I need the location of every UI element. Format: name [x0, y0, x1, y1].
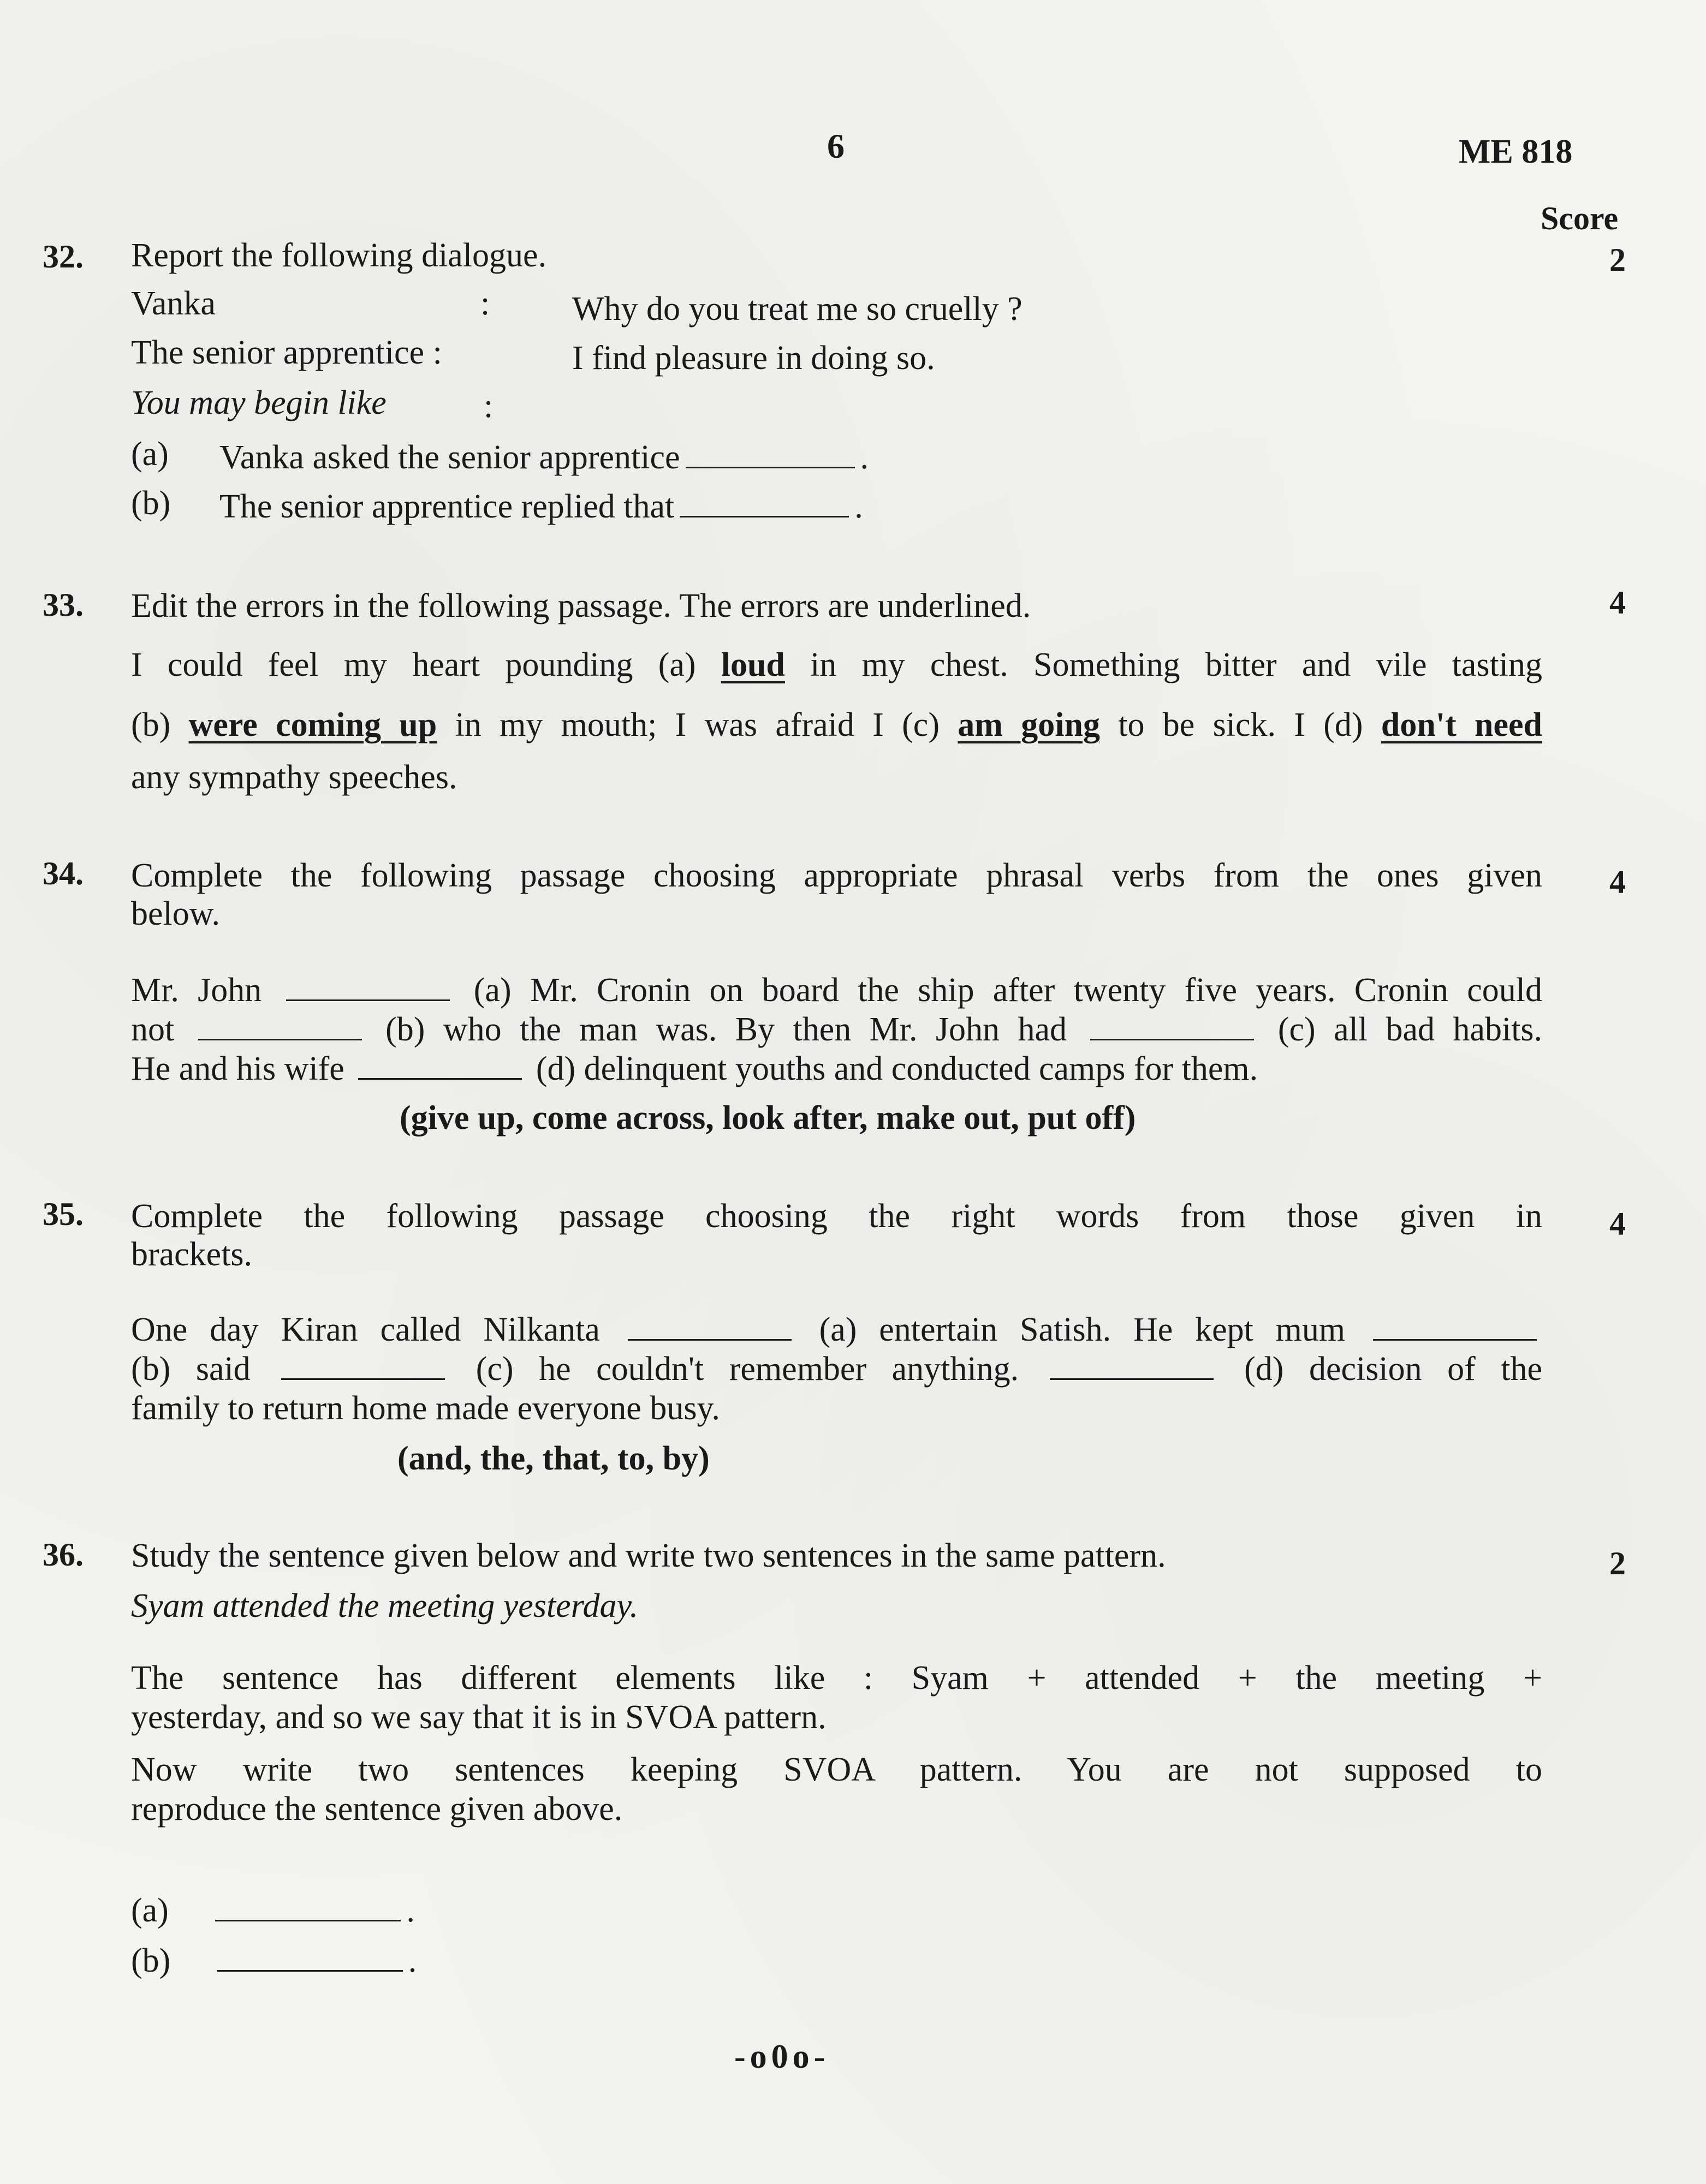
q34-para-line2-just — [131, 1009, 1542, 1050]
q32-colon1: : — [480, 285, 490, 322]
q35-options: (and, the, that, to, by) — [397, 1440, 710, 1477]
q34-para-line1 — [131, 969, 1542, 1011]
q32-b-text: The senior apprentice replied that — [219, 488, 675, 525]
q36-example-sentence: Syam attended the meeting yesterday. — [131, 1587, 639, 1624]
q33-error-a: loud — [721, 646, 785, 683]
q32-colon3: : — [484, 388, 494, 425]
score-label: Score — [1541, 200, 1619, 236]
end-mark: -o0o- — [734, 2038, 830, 2075]
q32-a-line: Vanka asked the senior apprentice . — [219, 439, 869, 476]
q34-blank-b[interactable] — [198, 1010, 362, 1040]
q35-para-line3: family to return home made everyone busy. — [131, 1390, 720, 1427]
q35-p1-a: One day Kiran called Nilkanta — [131, 1311, 600, 1348]
q33-l2-mid2: to be sick. I (d) — [1118, 706, 1363, 743]
q35-instruction-l2: brackets. — [131, 1236, 253, 1273]
q36-a-row: (a) . — [131, 1892, 415, 1929]
q35-p2-c: (d) decision of the — [1244, 1350, 1543, 1388]
q35-para-line2 — [131, 1348, 1542, 1390]
q34-p2-b: (b) who the man was. By then Mr. John had — [385, 1011, 1067, 1048]
q32-a-text: Vanka asked the senior apprentice — [219, 439, 680, 476]
q36-b-label: (b) — [131, 1942, 171, 1979]
q35-para-line1-just — [131, 1309, 1542, 1350]
q35-instruction-l1: Complete the following passage choosing the right words from those given in — [131, 1198, 1542, 1235]
q34-para-line1-just — [131, 969, 1542, 1011]
q32-line1: Why do you treat me so cruelly ? — [572, 290, 1023, 328]
q32-a-blank[interactable] — [686, 438, 855, 468]
q33-line3: any sympathy speeches. — [131, 759, 457, 796]
q32-speaker2: The senior apprentice : — [131, 334, 442, 371]
q34-p2-a: not — [131, 1011, 175, 1048]
q35-blank-d[interactable] — [1050, 1350, 1214, 1380]
q35-score: 4 — [1609, 1206, 1626, 1242]
q34-p1-a: Mr. John — [131, 972, 262, 1009]
q33-l1-pre: I could feel my heart pounding (a) — [131, 646, 696, 683]
q36-explain-l1-wrap — [131, 1657, 1542, 1699]
q34-p1-b: (a) Mr. Cronin on board the ship after twenty five years. Cronin could — [473, 972, 1543, 1009]
q33-error-d: don't need — [1381, 706, 1543, 743]
q33-error-c: am going — [958, 706, 1100, 743]
q32-score: 2 — [1609, 242, 1626, 278]
q32-number: 32. — [43, 239, 84, 275]
q34-p3-a: He and his wife — [131, 1050, 344, 1087]
q36-number: 36. — [43, 1537, 84, 1573]
q34-p3-b: (d) delinquent youths and conducted camps for them. — [536, 1050, 1258, 1087]
q36-explain-l2: yesterday, and so we say that it is in SVOA pattern. — [131, 1699, 827, 1736]
q32-instruction: Report the following dialogue. — [131, 237, 547, 274]
q33-line2-just — [131, 704, 1542, 746]
paper-code: ME 818 — [1459, 133, 1573, 170]
q35-blank-a[interactable] — [628, 1311, 792, 1341]
q35-p2-b: (c) he couldn't remember anything. — [475, 1350, 1019, 1388]
q34-p2-c: (c) all bad habits. — [1277, 1011, 1543, 1048]
q36-instruction: Study the sentence given below and write two sentences in the same pattern. — [131, 1537, 1166, 1574]
q35-number: 35. — [43, 1196, 84, 1232]
q34-instruction-l1: Complete the following passage choosing appropriate phrasal verbs from the ones given — [131, 857, 1542, 894]
q33-score: 4 — [1609, 585, 1626, 621]
q32-begin-like: You may begin like — [131, 384, 387, 421]
q36-b-blank[interactable] — [217, 1942, 403, 1972]
q32-b-blank[interactable] — [680, 487, 849, 517]
q34-blank-d[interactable] — [358, 1050, 522, 1080]
q33-l2-b: (b) — [131, 706, 171, 743]
q33-error-b: were coming up — [188, 706, 437, 743]
q34-score: 4 — [1609, 864, 1626, 900]
q35-blank-b-start[interactable] — [1373, 1311, 1537, 1341]
q32-b-label: (b) — [131, 485, 171, 522]
q33-number: 33. — [43, 587, 84, 623]
q33-l1-post: in my chest. Something bitter and vile tasting — [810, 646, 1543, 683]
q32-line2: I find pleasure in doing so. — [572, 340, 935, 377]
q32-a-label: (a) — [131, 436, 169, 473]
q34-para-line3 — [131, 1048, 1258, 1090]
q36-now-l2: reproduce the sentence given above. — [131, 1790, 623, 1828]
q32-speaker1: Vanka — [131, 285, 216, 322]
q35-p1-b: (a) entertain Satish. He kept mum — [819, 1311, 1346, 1348]
page-number: 6 — [827, 127, 845, 165]
q34-instruction-l1-wrap — [131, 855, 1542, 896]
q34-para-line2 — [131, 1009, 1542, 1050]
q35-p2-a: (b) said — [131, 1350, 251, 1388]
q32-b-line: The senior apprentice replied that . — [219, 488, 863, 525]
q36-b-row: (b) . — [131, 1942, 417, 1979]
q35-para-line1 — [131, 1309, 1542, 1350]
q34-number: 34. — [43, 855, 84, 891]
q36-now-l1-wrap — [131, 1749, 1542, 1790]
q36-score: 2 — [1609, 1545, 1626, 1581]
q33-line1-just — [131, 644, 1542, 686]
q36-now-l1: Now write two sentences keeping SVOA pattern. You are not supposed to — [131, 1751, 1542, 1788]
q35-blank-c[interactable] — [281, 1350, 445, 1380]
q34-instruction-l2: below. — [131, 895, 220, 932]
q33-l2-mid: in my mouth; I was afraid I (c) — [455, 706, 940, 743]
q33-instruction: Edit the errors in the following passage. The errors are underlined. — [131, 587, 1031, 624]
q33-line2 — [131, 704, 1542, 746]
q35-instruction-l1-wrap — [131, 1195, 1542, 1237]
q34-blank-c[interactable] — [1090, 1010, 1254, 1040]
q36-explain-l1: The sentence has different elements like : Syam + attended + the meeting + — [131, 1659, 1542, 1697]
q36-a-blank[interactable] — [215, 1891, 401, 1921]
q34-blank-a[interactable] — [286, 971, 450, 1001]
q33-line1 — [131, 644, 1542, 686]
q34-options: (give up, come across, look after, make out, put off) — [400, 1099, 1136, 1136]
q35-para-line2-just — [131, 1348, 1542, 1390]
q36-a-label: (a) — [131, 1892, 169, 1929]
